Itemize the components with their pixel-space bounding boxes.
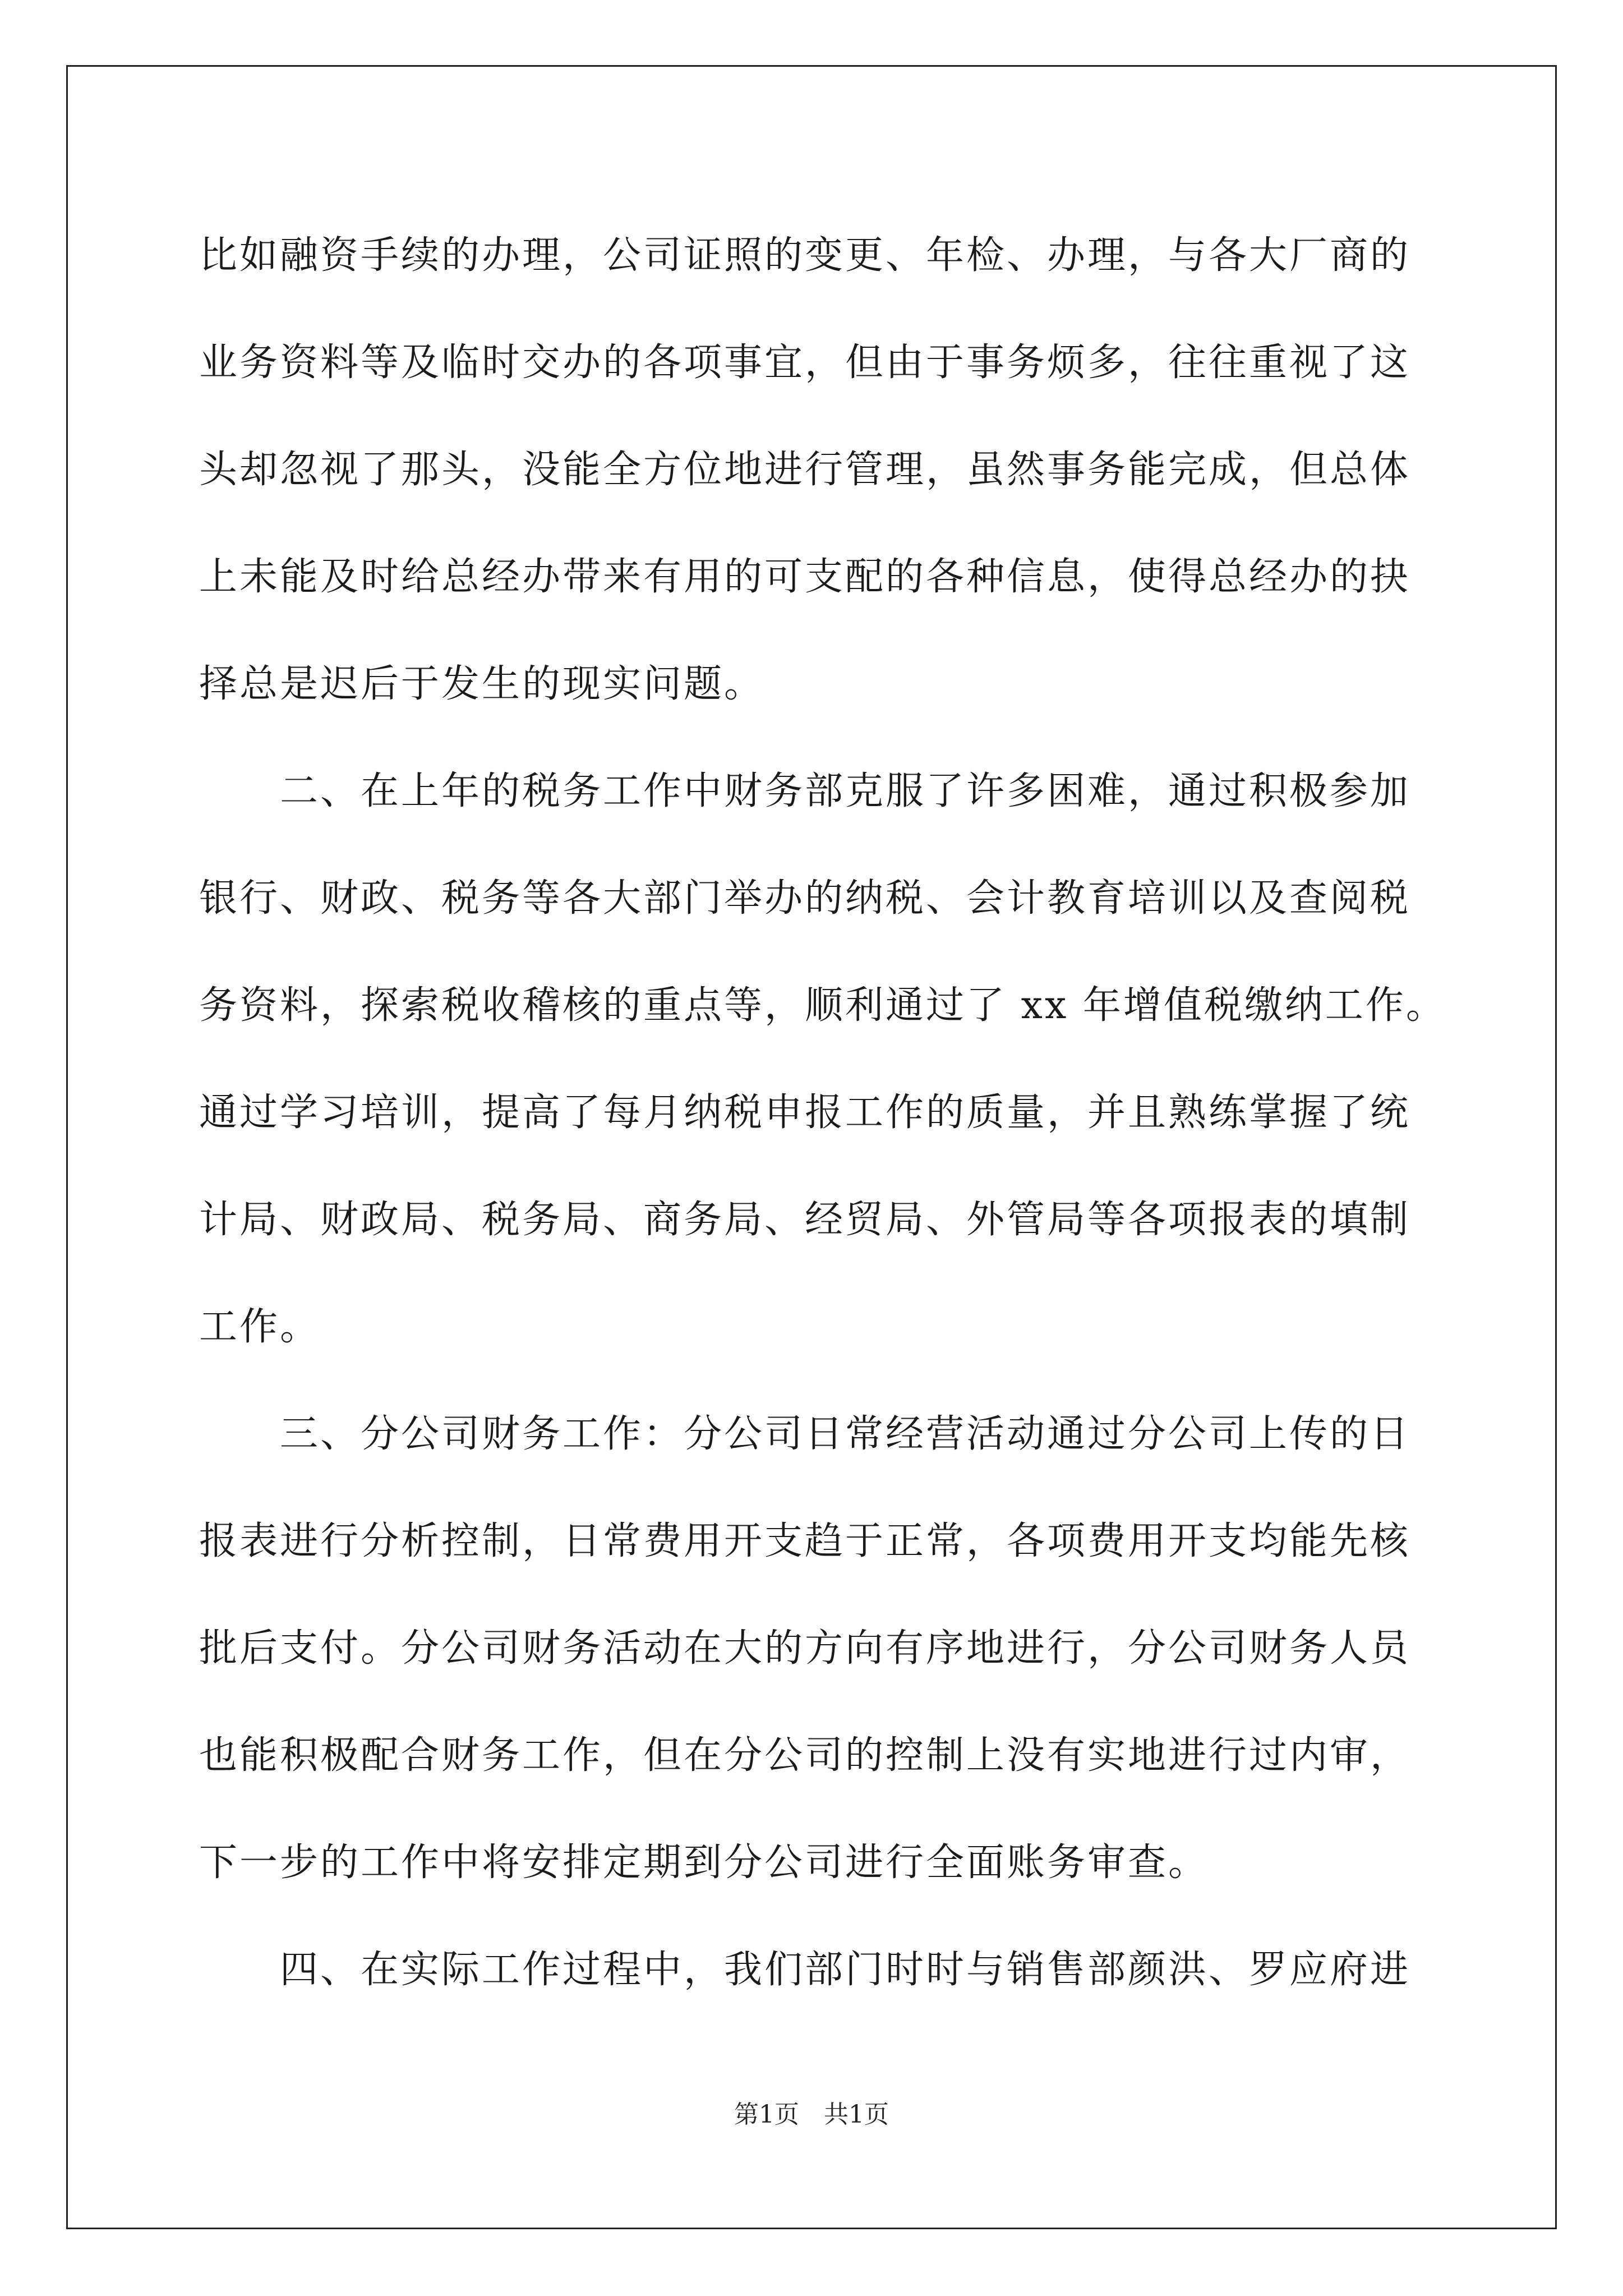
- text-line: 批后支付。分公司财务活动在大的方向有序地进行，分公司财务人员: [199, 1626, 1411, 1671]
- text-line: 也能积极配合财务工作，但在分公司的控制上没有实地进行过内审，: [199, 1733, 1411, 1778]
- paragraph-two-start: 二、在上年的税务工作中财务部克服了许多困难，通过积极参加: [199, 769, 1411, 813]
- text-line: 通过学习培训，提高了每月纳税申报工作的质量，并且熟练掌握了统: [199, 1091, 1411, 1135]
- paragraph-four-start: 四、在实际工作过程中，我们部门时时与销售部颜洪、罗应府进: [199, 1948, 1411, 1992]
- text-line: 工作。: [199, 1305, 321, 1349]
- text-line: 计局、财政局、税务局、商务局、经贸局、外管局等各项报表的填制: [199, 1198, 1411, 1242]
- text-line: 务资料，探索税收稽核的重点等，顺利通过了 xx 年增值税缴纳工作。: [199, 983, 1446, 1028]
- page-footer: 第1页 共1页: [734, 2100, 889, 2129]
- text-line: 比如融资手续的办理，公司证照的变更、年检、办理，与各大厂商的: [199, 233, 1411, 278]
- text-line: 业务资料等及临时交办的各项事宜，但由于事务烦多，往往重视了这: [199, 341, 1411, 385]
- text-line: 头却忽视了那头，没能全方位地进行管理，虽然事务能完成，但总体: [199, 448, 1411, 492]
- paragraph-three-start: 三、分公司财务工作：分公司日常经营活动通过分公司上传的日: [199, 1412, 1411, 1456]
- text-line: 银行、财政、税务等各大部门举办的纳税、会计教育培训以及查阅税: [199, 876, 1411, 921]
- text-line: 报表进行分析控制，日常费用开支趋于正常，各项费用开支均能先核: [199, 1519, 1411, 1563]
- text-line: 下一步的工作中将安排定期到分公司进行全面账务审查。: [199, 1841, 1209, 1885]
- text-line: 择总是迟后于发生的现实问题。: [199, 662, 765, 706]
- document-body: [199, 202, 1446, 2023]
- text-line: 上未能及时给总经办带来有用的可支配的各种信息，使得总经办的抉: [199, 555, 1411, 599]
